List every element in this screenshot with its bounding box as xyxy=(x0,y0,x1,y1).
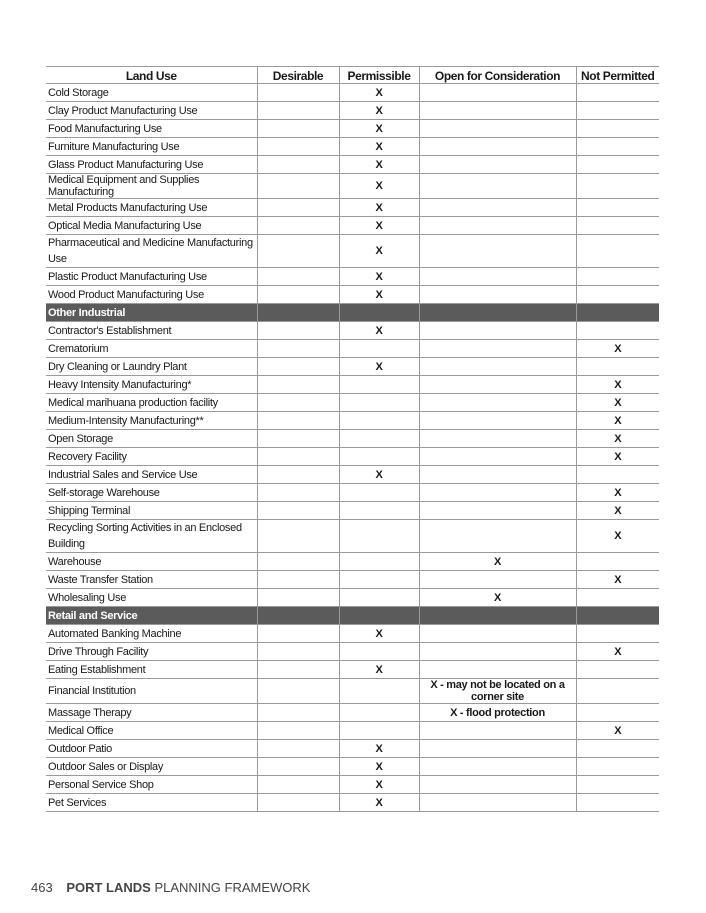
land-use-name: Metal Products Manufacturing Use xyxy=(46,199,257,217)
open-for-consideration-cell xyxy=(419,174,576,199)
permissible-cell: X xyxy=(339,625,419,643)
open-for-consideration-cell xyxy=(419,722,576,740)
table-header-row xyxy=(46,67,659,84)
table-row xyxy=(46,376,659,394)
table-row xyxy=(46,199,659,217)
table-body xyxy=(46,84,659,812)
table-row xyxy=(46,776,659,794)
table-row xyxy=(46,102,659,120)
table-row xyxy=(46,138,659,156)
not-permitted-cell xyxy=(576,625,659,643)
open-for-consideration-cell xyxy=(419,430,576,448)
land-use-name: Medium-Intensity Manufacturing** xyxy=(46,412,257,430)
land-use-name: Financial Institution xyxy=(46,679,257,704)
section-filler-cell xyxy=(257,304,339,322)
open-for-consideration-cell xyxy=(419,138,576,156)
land-use-name: Heavy Intensity Manufacturing* xyxy=(46,376,257,394)
open-for-consideration-cell xyxy=(419,120,576,138)
not-permitted-cell: X xyxy=(576,340,659,358)
desirable-cell xyxy=(257,217,339,235)
land-use-name: Medical Office xyxy=(46,722,257,740)
not-permitted-cell: X xyxy=(576,376,659,394)
table-row xyxy=(46,84,659,102)
not-permitted-cell: X xyxy=(576,484,659,502)
land-use-name: Plastic Product Manufacturing Use xyxy=(46,268,257,286)
land-use-table xyxy=(46,66,659,812)
not-permitted-cell xyxy=(576,358,659,376)
not-permitted-cell: X xyxy=(576,722,659,740)
permissible-cell: X xyxy=(339,322,419,340)
desirable-cell xyxy=(257,520,339,553)
desirable-cell xyxy=(257,156,339,174)
not-permitted-cell xyxy=(576,235,659,268)
table-row xyxy=(46,286,659,304)
not-permitted-cell: X xyxy=(576,571,659,589)
open-for-consideration-cell xyxy=(419,794,576,812)
not-permitted-cell: X xyxy=(576,394,659,412)
not-permitted-cell xyxy=(576,553,659,571)
desirable-cell xyxy=(257,412,339,430)
open-for-consideration-cell: X - may not be located on a corner site xyxy=(419,679,576,704)
header-not-permitted: Not Permitted xyxy=(576,67,659,84)
permissible-cell: X xyxy=(339,199,419,217)
table-row xyxy=(46,322,659,340)
permissible-cell xyxy=(339,502,419,520)
permissible-cell: X xyxy=(339,794,419,812)
desirable-cell xyxy=(257,643,339,661)
table-row xyxy=(46,625,659,643)
desirable-cell xyxy=(257,466,339,484)
permissible-cell: X xyxy=(339,661,419,679)
permissible-cell: X xyxy=(339,268,419,286)
page-footer xyxy=(31,880,310,895)
open-for-consideration-cell xyxy=(419,199,576,217)
desirable-cell xyxy=(257,484,339,502)
permissible-cell xyxy=(339,484,419,502)
permissible-cell: X xyxy=(339,102,419,120)
desirable-cell xyxy=(257,376,339,394)
permissible-cell: X xyxy=(339,466,419,484)
land-use-name: Shipping Terminal xyxy=(46,502,257,520)
not-permitted-cell xyxy=(576,286,659,304)
open-for-consideration-cell xyxy=(419,776,576,794)
table-row xyxy=(46,466,659,484)
permissible-cell xyxy=(339,376,419,394)
table-row xyxy=(46,120,659,138)
permissible-cell: X xyxy=(339,138,419,156)
land-use-name: Industrial Sales and Service Use xyxy=(46,466,257,484)
header-desirable: Desirable xyxy=(257,67,339,84)
permissible-cell xyxy=(339,553,419,571)
table-row xyxy=(46,661,659,679)
open-for-consideration-cell: X xyxy=(419,553,576,571)
open-for-consideration-cell xyxy=(419,394,576,412)
table-row xyxy=(46,412,659,430)
open-for-consideration-cell xyxy=(419,102,576,120)
open-for-consideration-cell xyxy=(419,502,576,520)
desirable-cell xyxy=(257,740,339,758)
open-for-consideration-cell xyxy=(419,340,576,358)
header-land-use: Land Use xyxy=(46,67,257,84)
land-use-name: Outdoor Patio xyxy=(46,740,257,758)
land-use-name: Eating Establishment xyxy=(46,661,257,679)
permissible-cell xyxy=(339,679,419,704)
land-use-name: Automated Banking Machine xyxy=(46,625,257,643)
land-use-name: Crematorium xyxy=(46,340,257,358)
not-permitted-cell xyxy=(576,776,659,794)
not-permitted-cell xyxy=(576,84,659,102)
desirable-cell xyxy=(257,571,339,589)
open-for-consideration-cell xyxy=(419,358,576,376)
desirable-cell xyxy=(257,199,339,217)
permissible-cell xyxy=(339,643,419,661)
permissible-cell: X xyxy=(339,235,419,268)
section-filler-cell xyxy=(339,607,419,625)
not-permitted-cell xyxy=(576,679,659,704)
open-for-consideration-cell xyxy=(419,643,576,661)
permissible-cell: X xyxy=(339,217,419,235)
not-permitted-cell xyxy=(576,322,659,340)
section-header-row xyxy=(46,607,659,625)
land-use-name: Clay Product Manufacturing Use xyxy=(46,102,257,120)
table-row xyxy=(46,571,659,589)
table-row xyxy=(46,235,659,268)
not-permitted-cell xyxy=(576,758,659,776)
permissible-cell xyxy=(339,394,419,412)
open-for-consideration-cell xyxy=(419,661,576,679)
open-for-consideration-cell xyxy=(419,484,576,502)
table-row xyxy=(46,268,659,286)
not-permitted-cell xyxy=(576,740,659,758)
not-permitted-cell xyxy=(576,199,659,217)
header-open-for-consideration: Open for Consideration xyxy=(419,67,576,84)
table-row xyxy=(46,553,659,571)
open-for-consideration-cell xyxy=(419,268,576,286)
open-for-consideration-cell: X xyxy=(419,589,576,607)
desirable-cell xyxy=(257,340,339,358)
permissible-cell xyxy=(339,448,419,466)
desirable-cell xyxy=(257,322,339,340)
permissible-cell xyxy=(339,722,419,740)
table-row xyxy=(46,704,659,722)
not-permitted-cell xyxy=(576,174,659,199)
permissible-cell: X xyxy=(339,286,419,304)
open-for-consideration-cell xyxy=(419,322,576,340)
land-use-name: Pharmaceutical and Medicine Manufacturing Use xyxy=(46,235,257,268)
section-filler-cell xyxy=(576,304,659,322)
table-row xyxy=(46,156,659,174)
land-use-name: Wholesaling Use xyxy=(46,589,257,607)
section-label: Other Industrial xyxy=(46,304,257,322)
open-for-consideration-cell xyxy=(419,217,576,235)
land-use-name: Recovery Facility xyxy=(46,448,257,466)
page-number: 463 xyxy=(31,880,53,895)
not-permitted-cell xyxy=(576,466,659,484)
desirable-cell xyxy=(257,84,339,102)
land-use-name: Pet Services xyxy=(46,794,257,812)
permissible-cell xyxy=(339,340,419,358)
table-row xyxy=(46,430,659,448)
permissible-cell xyxy=(339,412,419,430)
table-row xyxy=(46,758,659,776)
table-row xyxy=(46,520,659,553)
land-use-name: Self-storage Warehouse xyxy=(46,484,257,502)
land-use-name: Personal Service Shop xyxy=(46,776,257,794)
land-use-name: Warehouse xyxy=(46,553,257,571)
not-permitted-cell: X xyxy=(576,643,659,661)
open-for-consideration-cell xyxy=(419,571,576,589)
land-use-name: Recycling Sorting Activities in an Enclosed Building xyxy=(46,520,257,553)
not-permitted-cell xyxy=(576,156,659,174)
desirable-cell xyxy=(257,174,339,199)
header-permissible: Permissible xyxy=(339,67,419,84)
open-for-consideration-cell xyxy=(419,520,576,553)
table-row xyxy=(46,722,659,740)
not-permitted-cell: X xyxy=(576,448,659,466)
section-filler-cell xyxy=(419,607,576,625)
desirable-cell xyxy=(257,235,339,268)
not-permitted-cell xyxy=(576,661,659,679)
permissible-cell xyxy=(339,704,419,722)
desirable-cell xyxy=(257,679,339,704)
open-for-consideration-cell xyxy=(419,448,576,466)
permissible-cell: X xyxy=(339,758,419,776)
land-use-name: Furniture Manufacturing Use xyxy=(46,138,257,156)
desirable-cell xyxy=(257,553,339,571)
not-permitted-cell: X xyxy=(576,430,659,448)
table-row xyxy=(46,174,659,199)
desirable-cell xyxy=(257,776,339,794)
not-permitted-cell xyxy=(576,217,659,235)
land-use-name: Outdoor Sales or Display xyxy=(46,758,257,776)
table-row xyxy=(46,484,659,502)
land-use-name: Massage Therapy xyxy=(46,704,257,722)
desirable-cell xyxy=(257,138,339,156)
permissible-cell: X xyxy=(339,740,419,758)
open-for-consideration-cell xyxy=(419,740,576,758)
permissible-cell xyxy=(339,589,419,607)
desirable-cell xyxy=(257,625,339,643)
desirable-cell xyxy=(257,661,339,679)
desirable-cell xyxy=(257,502,339,520)
land-use-name: Open Storage xyxy=(46,430,257,448)
open-for-consideration-cell xyxy=(419,625,576,643)
desirable-cell xyxy=(257,448,339,466)
permissible-cell: X xyxy=(339,358,419,376)
open-for-consideration-cell xyxy=(419,466,576,484)
section-filler-cell xyxy=(257,607,339,625)
open-for-consideration-cell xyxy=(419,412,576,430)
desirable-cell xyxy=(257,430,339,448)
not-permitted-cell: X xyxy=(576,412,659,430)
desirable-cell xyxy=(257,704,339,722)
document-title-bold: PORT LANDS xyxy=(66,880,151,895)
permissible-cell: X xyxy=(339,84,419,102)
desirable-cell xyxy=(257,268,339,286)
land-use-name: Waste Transfer Station xyxy=(46,571,257,589)
permissible-cell: X xyxy=(339,156,419,174)
desirable-cell xyxy=(257,794,339,812)
not-permitted-cell xyxy=(576,120,659,138)
land-use-name: Optical Media Manufacturing Use xyxy=(46,217,257,235)
permissible-cell: X xyxy=(339,776,419,794)
not-permitted-cell xyxy=(576,589,659,607)
desirable-cell xyxy=(257,394,339,412)
desirable-cell xyxy=(257,102,339,120)
table-row xyxy=(46,794,659,812)
table-row xyxy=(46,502,659,520)
land-use-name: Dry Cleaning or Laundry Plant xyxy=(46,358,257,376)
land-use-name: Food Manufacturing Use xyxy=(46,120,257,138)
open-for-consideration-cell: X - flood protection xyxy=(419,704,576,722)
section-filler-cell xyxy=(339,304,419,322)
land-use-name: Drive Through Facility xyxy=(46,643,257,661)
permissible-cell: X xyxy=(339,120,419,138)
desirable-cell xyxy=(257,589,339,607)
permissible-cell: X xyxy=(339,174,419,199)
desirable-cell xyxy=(257,722,339,740)
desirable-cell xyxy=(257,286,339,304)
open-for-consideration-cell xyxy=(419,376,576,394)
not-permitted-cell: X xyxy=(576,520,659,553)
open-for-consideration-cell xyxy=(419,286,576,304)
section-label: Retail and Service xyxy=(46,607,257,625)
table-row xyxy=(46,340,659,358)
section-header-row xyxy=(46,304,659,322)
open-for-consideration-cell xyxy=(419,758,576,776)
desirable-cell xyxy=(257,758,339,776)
desirable-cell xyxy=(257,120,339,138)
permissible-cell xyxy=(339,520,419,553)
land-use-name: Glass Product Manufacturing Use xyxy=(46,156,257,174)
table-row xyxy=(46,358,659,376)
table-row xyxy=(46,643,659,661)
land-use-name: Contractor's Establishment xyxy=(46,322,257,340)
table-row xyxy=(46,448,659,466)
not-permitted-cell xyxy=(576,268,659,286)
section-filler-cell xyxy=(576,607,659,625)
desirable-cell xyxy=(257,358,339,376)
table-row xyxy=(46,394,659,412)
table-row xyxy=(46,589,659,607)
not-permitted-cell xyxy=(576,794,659,812)
not-permitted-cell xyxy=(576,102,659,120)
not-permitted-cell xyxy=(576,704,659,722)
section-filler-cell xyxy=(419,304,576,322)
document-title-rest: PLANNING FRAMEWORK xyxy=(154,880,311,895)
table-row xyxy=(46,679,659,704)
land-use-name: Medical marihuana production facility xyxy=(46,394,257,412)
not-permitted-cell: X xyxy=(576,502,659,520)
land-use-name: Medical Equipment and Supplies Manufacturing xyxy=(46,174,257,199)
open-for-consideration-cell xyxy=(419,156,576,174)
permissible-cell xyxy=(339,430,419,448)
permissible-cell xyxy=(339,571,419,589)
open-for-consideration-cell xyxy=(419,84,576,102)
table-row xyxy=(46,740,659,758)
land-use-name: Wood Product Manufacturing Use xyxy=(46,286,257,304)
table-row xyxy=(46,217,659,235)
land-use-name: Cold Storage xyxy=(46,84,257,102)
not-permitted-cell xyxy=(576,138,659,156)
open-for-consideration-cell xyxy=(419,235,576,268)
